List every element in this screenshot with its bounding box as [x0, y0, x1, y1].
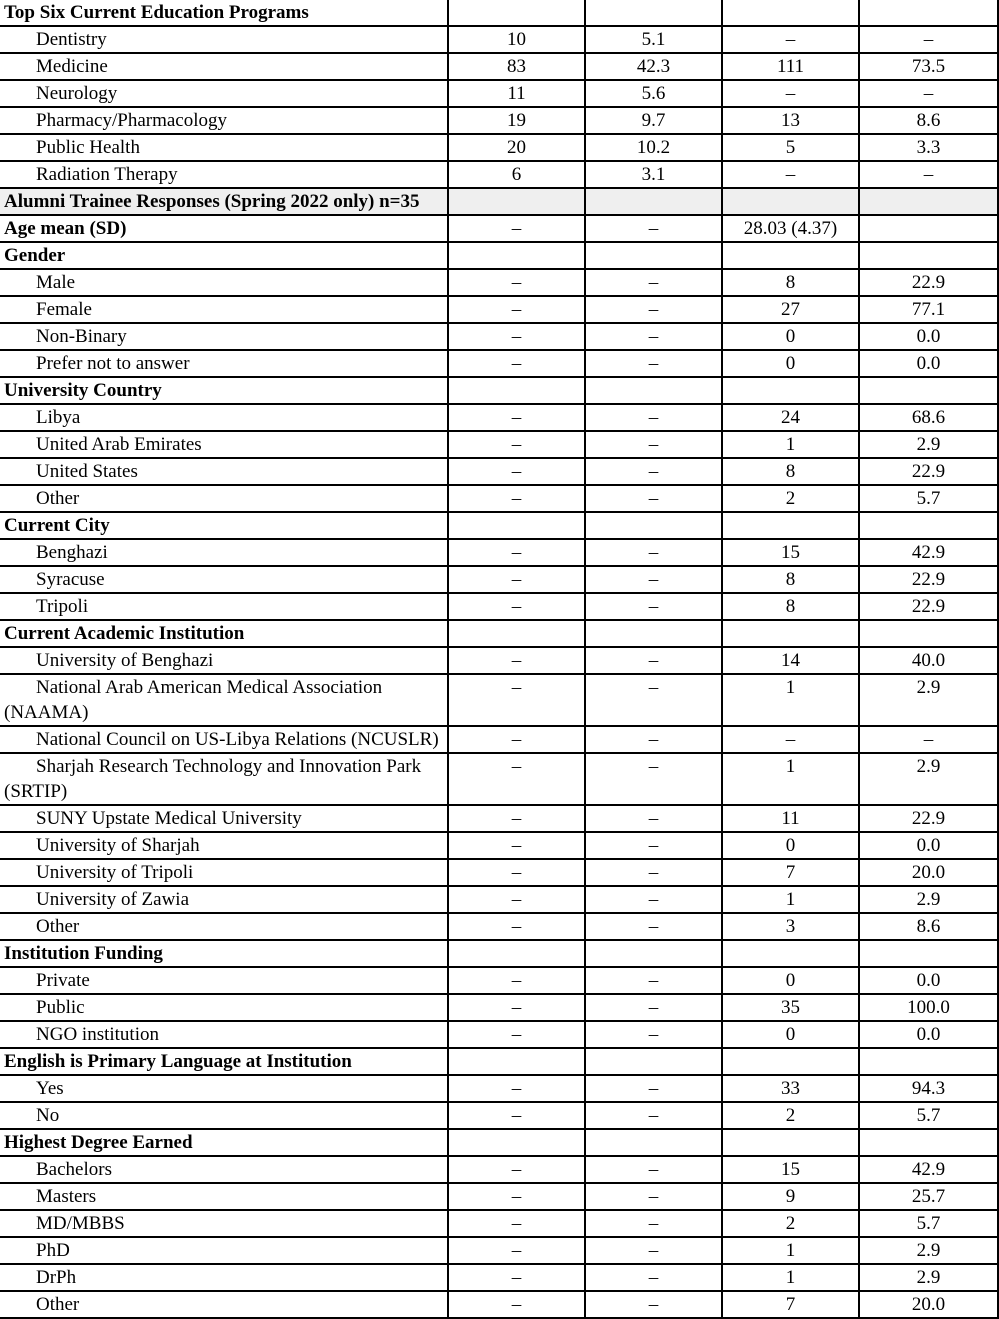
cell-c2: –	[585, 805, 722, 832]
cell-c1	[448, 188, 585, 215]
cell-c2: –	[585, 431, 722, 458]
cell-c3: –	[722, 161, 859, 188]
table-row	[0, 886, 998, 913]
table-row	[0, 485, 998, 512]
row-label: Public Health	[0, 134, 448, 161]
table-row	[0, 404, 998, 431]
cell-c1: –	[448, 1021, 585, 1048]
cell-c4: 40.0	[859, 647, 998, 674]
cell-c2: –	[585, 404, 722, 431]
cell-c3: 13	[722, 107, 859, 134]
table-row	[0, 350, 998, 377]
cell-c1: –	[448, 323, 585, 350]
cell-c4: 22.9	[859, 805, 998, 832]
table-row	[0, 1291, 998, 1318]
row-label: University of Zawia	[0, 886, 448, 913]
cell-c3: 1	[722, 1264, 859, 1291]
table-row	[0, 188, 998, 215]
cell-c2	[585, 242, 722, 269]
cell-c2	[585, 1129, 722, 1156]
cell-c3: 1	[722, 753, 859, 805]
row-label: Yes	[0, 1075, 448, 1102]
table-row	[0, 377, 998, 404]
row-label: Current City	[0, 512, 448, 539]
row-label: Bachelors	[0, 1156, 448, 1183]
cell-c1: –	[448, 1156, 585, 1183]
row-label: Age mean (SD)	[0, 215, 448, 242]
cell-c1: 19	[448, 107, 585, 134]
cell-c2: –	[585, 753, 722, 805]
cell-c4: 2.9	[859, 674, 998, 726]
table-row	[0, 269, 998, 296]
cell-c2	[585, 940, 722, 967]
cell-c3: 33	[722, 1075, 859, 1102]
cell-c1: –	[448, 647, 585, 674]
row-label: National Council on US-Libya Relations (NCUSLR)	[0, 726, 448, 753]
row-label: PhD	[0, 1237, 448, 1264]
cell-c1: –	[448, 1210, 585, 1237]
row-label: DrPh	[0, 1264, 448, 1291]
row-label: Institution Funding	[0, 940, 448, 967]
row-label: Tripoli	[0, 593, 448, 620]
cell-c4: 5.7	[859, 1102, 998, 1129]
cell-c3: 7	[722, 1291, 859, 1318]
cell-c2	[585, 377, 722, 404]
cell-c1	[448, 377, 585, 404]
cell-c1: 11	[448, 80, 585, 107]
cell-c2: –	[585, 1237, 722, 1264]
row-label: No	[0, 1102, 448, 1129]
row-label: Pharmacy/Pharmacology	[0, 107, 448, 134]
row-label: United Arab Emirates	[0, 431, 448, 458]
cell-c3: 1	[722, 886, 859, 913]
cell-c1: –	[448, 350, 585, 377]
row-label: Masters	[0, 1183, 448, 1210]
cell-c3: 9	[722, 1183, 859, 1210]
cell-c4: 94.3	[859, 1075, 998, 1102]
table-row	[0, 1237, 998, 1264]
cell-c3	[722, 1129, 859, 1156]
cell-c3	[722, 188, 859, 215]
cell-c2: –	[585, 1156, 722, 1183]
cell-c2: –	[585, 1291, 722, 1318]
cell-c2: –	[585, 323, 722, 350]
cell-c3: 1	[722, 1237, 859, 1264]
cell-c4: 77.1	[859, 296, 998, 323]
cell-c1: –	[448, 1102, 585, 1129]
cell-c2: –	[585, 994, 722, 1021]
cell-c3: 8	[722, 566, 859, 593]
table-row	[0, 53, 998, 80]
row-label: MD/MBBS	[0, 1210, 448, 1237]
cell-c4	[859, 215, 998, 242]
cell-c2: –	[585, 913, 722, 940]
cell-c2: –	[585, 1021, 722, 1048]
cell-c1: –	[448, 859, 585, 886]
cell-c4	[859, 620, 998, 647]
cell-c2: –	[585, 458, 722, 485]
cell-c2	[585, 1048, 722, 1075]
cell-c3: –	[722, 80, 859, 107]
cell-c3: 1	[722, 431, 859, 458]
cell-c2: –	[585, 832, 722, 859]
cell-c2: –	[585, 1264, 722, 1291]
cell-c4	[859, 512, 998, 539]
cell-c4: 22.9	[859, 593, 998, 620]
cell-c4: –	[859, 26, 998, 53]
cell-c1: 20	[448, 134, 585, 161]
cell-c4: 0.0	[859, 1021, 998, 1048]
table-row	[0, 620, 998, 647]
cell-c2: 5.1	[585, 26, 722, 53]
row-label: Highest Degree Earned	[0, 1129, 448, 1156]
cell-c4: 73.5	[859, 53, 998, 80]
cell-c2: –	[585, 566, 722, 593]
cell-c4: 0.0	[859, 323, 998, 350]
table-row	[0, 1048, 998, 1075]
cell-c2: 10.2	[585, 134, 722, 161]
cell-c2: –	[585, 215, 722, 242]
row-label: Other	[0, 1291, 448, 1318]
cell-c1: –	[448, 215, 585, 242]
table-row	[0, 1021, 998, 1048]
row-label: Non-Binary	[0, 323, 448, 350]
row-label: Male	[0, 269, 448, 296]
table-row	[0, 1183, 998, 1210]
cell-c2: –	[585, 647, 722, 674]
cell-c3: 15	[722, 1156, 859, 1183]
row-label: Current Academic Institution	[0, 620, 448, 647]
cell-c2: 42.3	[585, 53, 722, 80]
cell-c2	[585, 620, 722, 647]
cell-c4: 42.9	[859, 1156, 998, 1183]
cell-c4: –	[859, 161, 998, 188]
cell-c1: –	[448, 753, 585, 805]
cell-c4: 68.6	[859, 404, 998, 431]
cell-c3: 11	[722, 805, 859, 832]
cell-c2: –	[585, 886, 722, 913]
cell-c4: 42.9	[859, 539, 998, 566]
table-row	[0, 26, 998, 53]
cell-c3: 28.03 (4.37)	[722, 215, 859, 242]
cell-c2: –	[585, 859, 722, 886]
table-row	[0, 458, 998, 485]
cell-c4: 2.9	[859, 886, 998, 913]
cell-c1: –	[448, 913, 585, 940]
table-row	[0, 1264, 998, 1291]
cell-c1: –	[448, 1183, 585, 1210]
cell-c4: 8.6	[859, 913, 998, 940]
cell-c3	[722, 242, 859, 269]
cell-c3: 1	[722, 674, 859, 726]
table-row	[0, 674, 998, 726]
cell-c3: –	[722, 726, 859, 753]
cell-c2	[585, 0, 722, 26]
cell-c3: 8	[722, 593, 859, 620]
table-row	[0, 323, 998, 350]
cell-c3	[722, 940, 859, 967]
cell-c2: –	[585, 269, 722, 296]
cell-c2: 5.6	[585, 80, 722, 107]
cell-c2: –	[585, 1102, 722, 1129]
cell-c2: –	[585, 1075, 722, 1102]
cell-c4: 25.7	[859, 1183, 998, 1210]
cell-c4: –	[859, 80, 998, 107]
cell-c1: –	[448, 566, 585, 593]
cell-c1: –	[448, 458, 585, 485]
row-label: University of Sharjah	[0, 832, 448, 859]
table-row	[0, 967, 998, 994]
cell-c4: 2.9	[859, 1264, 998, 1291]
cell-c4: 20.0	[859, 859, 998, 886]
table-row	[0, 134, 998, 161]
table-row	[0, 647, 998, 674]
table-row	[0, 753, 998, 805]
cell-c1: –	[448, 1264, 585, 1291]
cell-c4	[859, 1129, 998, 1156]
cell-c4	[859, 242, 998, 269]
cell-c2: –	[585, 485, 722, 512]
cell-c4: 3.3	[859, 134, 998, 161]
cell-c3: 8	[722, 269, 859, 296]
cell-c3: 2	[722, 1210, 859, 1237]
cell-c4: 0.0	[859, 350, 998, 377]
table-row	[0, 805, 998, 832]
row-label: Neurology	[0, 80, 448, 107]
row-label: Dentistry	[0, 26, 448, 53]
cell-c1	[448, 620, 585, 647]
row-label: Alumni Trainee Responses (Spring 2022 only) n=35	[0, 188, 448, 215]
cell-c4: 22.9	[859, 269, 998, 296]
row-label: Sharjah Research Technology and Innovation Park (SRTIP)	[0, 753, 448, 805]
cell-c2: –	[585, 539, 722, 566]
cell-c1: –	[448, 404, 585, 431]
cell-c1	[448, 1048, 585, 1075]
cell-c3	[722, 512, 859, 539]
cell-c1: –	[448, 674, 585, 726]
cell-c4: 0.0	[859, 967, 998, 994]
table-row	[0, 566, 998, 593]
cell-c2: –	[585, 1183, 722, 1210]
cell-c3: 0	[722, 832, 859, 859]
cell-c3: 27	[722, 296, 859, 323]
cell-c4	[859, 1048, 998, 1075]
table-row	[0, 296, 998, 323]
table-row	[0, 539, 998, 566]
row-label: University of Benghazi	[0, 647, 448, 674]
cell-c1: –	[448, 296, 585, 323]
cell-c2: –	[585, 726, 722, 753]
cell-c1: –	[448, 994, 585, 1021]
table-row	[0, 215, 998, 242]
table-row	[0, 593, 998, 620]
cell-c1: –	[448, 269, 585, 296]
row-label: National Arab American Medical Association (NAAMA)	[0, 674, 448, 726]
cell-c1	[448, 940, 585, 967]
cell-c3	[722, 620, 859, 647]
cell-c4: 20.0	[859, 1291, 998, 1318]
cell-c4: 2.9	[859, 753, 998, 805]
row-label: Prefer not to answer	[0, 350, 448, 377]
cell-c3	[722, 1048, 859, 1075]
cell-c4: 22.9	[859, 458, 998, 485]
cell-c4	[859, 377, 998, 404]
cell-c4: 100.0	[859, 994, 998, 1021]
cell-c1: –	[448, 1237, 585, 1264]
table-row	[0, 161, 998, 188]
table-row	[0, 1102, 998, 1129]
cell-c1: –	[448, 1075, 585, 1102]
cell-c3: 2	[722, 485, 859, 512]
cell-c4	[859, 188, 998, 215]
cell-c1	[448, 1129, 585, 1156]
cell-c1: –	[448, 726, 585, 753]
table-row	[0, 913, 998, 940]
cell-c3: 0	[722, 1021, 859, 1048]
cell-c4: 2.9	[859, 431, 998, 458]
row-label: Female	[0, 296, 448, 323]
cell-c4: 0.0	[859, 832, 998, 859]
cell-c2: 3.1	[585, 161, 722, 188]
table-row	[0, 80, 998, 107]
cell-c1: –	[448, 539, 585, 566]
cell-c1	[448, 242, 585, 269]
cell-c4: 8.6	[859, 107, 998, 134]
table-row	[0, 940, 998, 967]
row-label: University Country	[0, 377, 448, 404]
row-label: Public	[0, 994, 448, 1021]
cell-c3: 5	[722, 134, 859, 161]
cell-c2: –	[585, 296, 722, 323]
table-row	[0, 1156, 998, 1183]
cell-c1: –	[448, 886, 585, 913]
cell-c3: 2	[722, 1102, 859, 1129]
cell-c3: 0	[722, 323, 859, 350]
row-label: NGO institution	[0, 1021, 448, 1048]
cell-c3: 111	[722, 53, 859, 80]
cell-c3	[722, 0, 859, 26]
row-label: English is Primary Language at Institution	[0, 1048, 448, 1075]
cell-c3: 24	[722, 404, 859, 431]
cell-c4: 22.9	[859, 566, 998, 593]
table-row	[0, 1129, 998, 1156]
cell-c1: –	[448, 832, 585, 859]
cell-c2: –	[585, 967, 722, 994]
cell-c2: –	[585, 674, 722, 726]
cell-c3: 35	[722, 994, 859, 1021]
table-row	[0, 994, 998, 1021]
cell-c3: 0	[722, 350, 859, 377]
cell-c1	[448, 0, 585, 26]
row-label: University of Tripoli	[0, 859, 448, 886]
table-row	[0, 726, 998, 753]
row-label: Other	[0, 485, 448, 512]
row-label: Medicine	[0, 53, 448, 80]
row-label: Benghazi	[0, 539, 448, 566]
cell-c3: 0	[722, 967, 859, 994]
table-row	[0, 107, 998, 134]
row-label: Radiation Therapy	[0, 161, 448, 188]
cell-c1: –	[448, 1291, 585, 1318]
row-label: Top Six Current Education Programs	[0, 0, 448, 26]
cell-c4	[859, 940, 998, 967]
cell-c2	[585, 512, 722, 539]
cell-c3: 7	[722, 859, 859, 886]
cell-c4: 5.7	[859, 485, 998, 512]
cell-c4: –	[859, 726, 998, 753]
cell-c1: –	[448, 805, 585, 832]
cell-c3	[722, 377, 859, 404]
row-label: Gender	[0, 242, 448, 269]
cell-c2: –	[585, 350, 722, 377]
cell-c2	[585, 188, 722, 215]
cell-c3: 8	[722, 458, 859, 485]
table-row	[0, 512, 998, 539]
cell-c3: 14	[722, 647, 859, 674]
cell-c1: 10	[448, 26, 585, 53]
table-row	[0, 832, 998, 859]
table-row	[0, 431, 998, 458]
cell-c1: –	[448, 485, 585, 512]
cell-c1	[448, 512, 585, 539]
table-row	[0, 1075, 998, 1102]
cell-c1: –	[448, 593, 585, 620]
cell-c1: 83	[448, 53, 585, 80]
cell-c1: –	[448, 967, 585, 994]
cell-c1: –	[448, 431, 585, 458]
cell-c2: –	[585, 593, 722, 620]
table-row	[0, 0, 998, 26]
row-label: United States	[0, 458, 448, 485]
row-label: Libya	[0, 404, 448, 431]
row-label: SUNY Upstate Medical University	[0, 805, 448, 832]
cell-c2: 9.7	[585, 107, 722, 134]
cell-c4	[859, 0, 998, 26]
table-row	[0, 859, 998, 886]
cell-c3: –	[722, 26, 859, 53]
cell-c2: –	[585, 1210, 722, 1237]
cell-c3: 15	[722, 539, 859, 566]
row-label: Other	[0, 913, 448, 940]
table-row	[0, 1210, 998, 1237]
cell-c4: 5.7	[859, 1210, 998, 1237]
row-label: Syracuse	[0, 566, 448, 593]
cell-c4: 2.9	[859, 1237, 998, 1264]
table-row	[0, 242, 998, 269]
cell-c3: 3	[722, 913, 859, 940]
row-label: Private	[0, 967, 448, 994]
cell-c1: 6	[448, 161, 585, 188]
